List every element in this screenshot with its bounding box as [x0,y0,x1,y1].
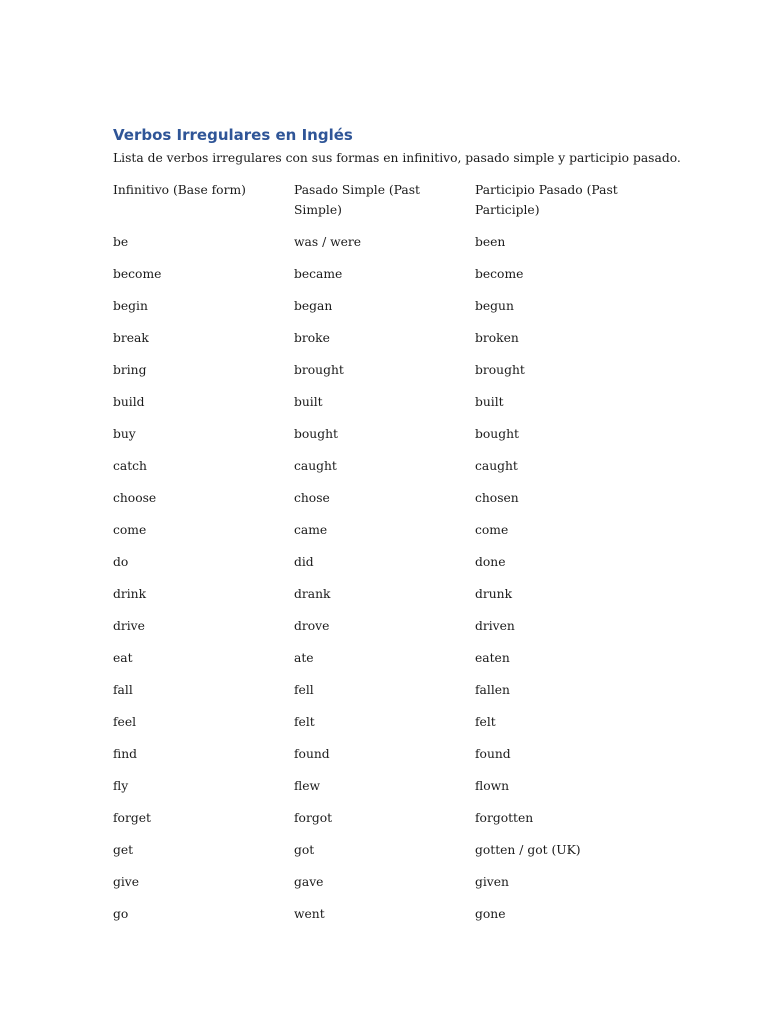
header-infinitive: Infinitivo (Base form) [113,183,246,197]
cell-past-participle: found [475,747,511,761]
cell-infinitive: choose [113,491,157,505]
cell-infinitive: give [113,875,140,889]
table-row [113,840,673,872]
table-row [113,904,673,936]
cell-infinitive: build [113,395,145,409]
cell-infinitive: drink [113,587,147,601]
table-row [113,616,673,648]
cell-infinitive: be [113,235,129,249]
cell-past-simple: flew [294,779,321,793]
table-row [113,648,673,680]
cell-past-simple: bought [294,427,338,441]
table-row [113,776,673,808]
header-past-participle: Participio Pasado (Past Participle) [475,183,618,217]
cell-past-participle: eaten [475,651,510,665]
header-past-simple: Pasado Simple (Past Simple) [294,183,420,217]
table-row [113,552,673,584]
table-row [113,680,673,712]
cell-past-simple: chose [294,491,330,505]
table-row [113,584,673,616]
cell-past-simple: did [294,555,314,569]
cell-past-participle: drunk [475,587,513,601]
cell-past-participle: been [475,235,506,249]
table-row [113,424,673,456]
cell-past-participle: flown [475,779,510,793]
table-row [113,296,673,328]
page-subtitle: Lista de verbos irregulares con sus formas en infinitivo, pasado simple y participio pasado. [113,151,681,165]
cell-infinitive: go [113,907,129,921]
cell-past-simple: gave [294,875,324,889]
table-body [113,232,673,936]
cell-infinitive: become [113,267,162,281]
cell-past-participle: become [475,267,524,281]
cell-infinitive: buy [113,427,136,441]
cell-past-simple: went [294,907,325,921]
cell-past-simple: ate [294,651,314,665]
cell-infinitive: get [113,843,134,857]
cell-past-simple: felt [294,715,315,729]
table-row [113,488,673,520]
cell-infinitive: feel [113,715,137,729]
cell-past-participle: broken [475,331,519,345]
cell-past-participle: come [475,523,509,537]
table-row [113,360,673,392]
cell-infinitive: eat [113,651,133,665]
cell-infinitive: catch [113,459,147,473]
cell-past-simple: drove [294,619,330,633]
cell-past-simple: built [294,395,323,409]
cell-past-participle: bought [475,427,519,441]
verb-table [113,180,673,936]
cell-past-participle: driven [475,619,515,633]
table-row [113,328,673,360]
cell-past-simple: got [294,843,315,857]
cell-infinitive: bring [113,363,147,377]
cell-past-simple: broke [294,331,330,345]
cell-infinitive: fly [113,779,129,793]
cell-past-simple: brought [294,363,344,377]
table-row [113,872,673,904]
cell-infinitive: come [113,523,147,537]
table-row [113,808,673,840]
cell-past-participle: gone [475,907,506,921]
cell-past-simple: drank [294,587,331,601]
document-page [113,124,681,936]
cell-infinitive: forget [113,811,151,825]
cell-past-simple: became [294,267,343,281]
table-row [113,712,673,744]
cell-past-simple: came [294,523,328,537]
cell-past-participle: fallen [475,683,510,697]
cell-infinitive: break [113,331,149,345]
cell-past-participle: begun [475,299,514,313]
table-row [113,744,673,776]
cell-past-participle: caught [475,459,518,473]
cell-past-participle: given [475,875,509,889]
table-row [113,456,673,488]
table-row [113,232,673,264]
cell-past-participle: chosen [475,491,519,505]
page-title: Verbos Irregulares en Inglés [113,126,353,144]
cell-past-simple: found [294,747,330,761]
cell-infinitive: fall [113,683,133,697]
cell-infinitive: find [113,747,137,761]
cell-past-participle: done [475,555,506,569]
cell-past-participle: built [475,395,504,409]
cell-past-simple: forgot [294,811,333,825]
cell-infinitive: begin [113,299,148,313]
table-row [113,392,673,424]
cell-past-participle: brought [475,363,525,377]
cell-past-participle: forgotten [475,811,534,825]
cell-infinitive: do [113,555,129,569]
table-header-row [113,180,673,232]
cell-past-participle: felt [475,715,496,729]
table-row [113,264,673,296]
cell-past-simple: began [294,299,333,313]
cell-past-simple: caught [294,459,337,473]
table-row [113,520,673,552]
cell-past-simple: fell [294,683,314,697]
cell-infinitive: drive [113,619,145,633]
cell-past-simple: was / were [294,235,362,249]
cell-past-participle: gotten / got (UK) [475,843,581,857]
